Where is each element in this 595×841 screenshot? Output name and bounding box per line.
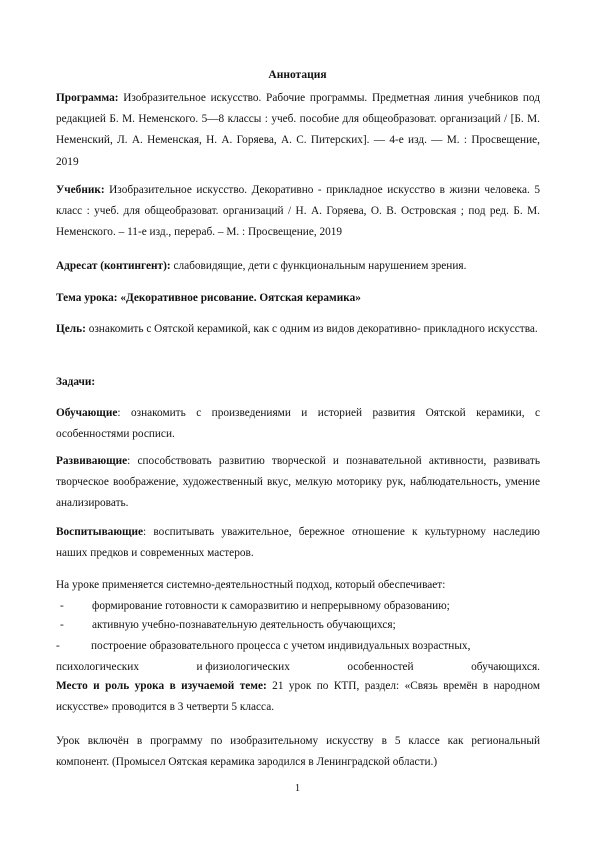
goal-paragraph	[56, 319, 540, 340]
lesson-topic: Тема урока: «Декоративное рисование. Оятская керамика»	[56, 292, 361, 304]
upbringing-text: : воспитывать уважительное, бережное отношение к культурному наследию наших предков и современных мастеров.	[56, 526, 540, 560]
teaching-text: : ознакомить с произведениями и историей развития Оятской керамики, с особенностями росписи.	[56, 407, 540, 441]
developing-label: Развивающие	[56, 455, 128, 467]
teaching-tasks-paragraph	[56, 403, 540, 445]
list-item-continuation: психологических и физиологических особенностей обучающихся.	[56, 661, 540, 673]
upbringing-tasks-paragraph	[56, 522, 540, 564]
upbringing-label: Воспитывающие	[56, 526, 144, 538]
goal-text: ознакомить с Оятской керамикой, как с одним из видов декоративно- прикладного искусства.	[85, 323, 538, 335]
list-dash: -	[56, 640, 60, 652]
developing-text: : способствовать развитию творческой и познавательной активности, развивать творческое воображение, художественный вкус, мелкую моторику рук, наблюдательность, умение анализировать.	[56, 455, 540, 510]
document-title: Аннотация	[268, 69, 327, 81]
lesson-place-text: 21 урок по КТП, раздел: «Связь времён в народном искусстве» проводится в 3 четверти 5 класса.	[56, 680, 540, 714]
page-number: 1	[294, 783, 301, 794]
program-label: Программа:	[56, 92, 119, 104]
tasks-heading: Задачи:	[56, 376, 96, 388]
textbook-text: Изобразительное искусство. Декоративно - прикладное искусство в жизни человека. 5 класс : учеб. для общеобразоват. организаций / Н. А. Горяева, О. В. Островская ; под ред. Б. М. Неменского. – 11-е изд., перераб. – М. : Просвещение, 2019	[56, 184, 540, 239]
program-paragraph	[56, 88, 540, 173]
goal-label: Цель:	[56, 323, 86, 335]
teaching-label: Обучающие	[56, 407, 118, 419]
audience-paragraph	[56, 256, 540, 277]
audience-label: Адресат (контингент):	[56, 260, 171, 272]
program-text: Изобразительное искусство. Рабочие программы. Предметная линия учебников под редакцией Б. М. Неменского. 5—8 классы : учеб. пособие для общеобразоват. организаций / [Б. М. Неменский, Л. А. Неменская, Н. А. Горяева, А. С. Питерских]. — 4-е изд. — М. : Просвещение, 2019	[56, 92, 540, 168]
lesson-place-label: Место и роль урока в изучаемой теме:	[56, 680, 267, 692]
textbook-label: Учебник:	[56, 184, 105, 196]
textbook-paragraph	[56, 180, 540, 244]
program-inclusion-paragraph: Урок включён в программу по изобразительному искусству в 5 классе как региональный компонент. (Промысел Оятская керамика зародился в Ленинградской области.)	[56, 735, 540, 769]
list-item-text: активную учебно-познавательную деятельность обучающихся;	[92, 619, 396, 631]
list-item-text: построение образовательного процесса с учетом индивидуальных возрастных,	[91, 640, 471, 652]
audience-text: слабовидящие, дети с функциональным нарушением зрения.	[170, 260, 467, 272]
list-item-text: формирование готовности к саморазвитию и непрерывному образованию;	[92, 600, 450, 612]
list-dash: -	[60, 619, 64, 631]
list-dash: -	[60, 600, 64, 612]
lesson-place-paragraph	[56, 676, 540, 718]
developing-tasks-paragraph	[56, 451, 540, 515]
approach-paragraph: На уроке применяется системно-деятельностный подход, который обеспечивает:	[56, 579, 446, 591]
